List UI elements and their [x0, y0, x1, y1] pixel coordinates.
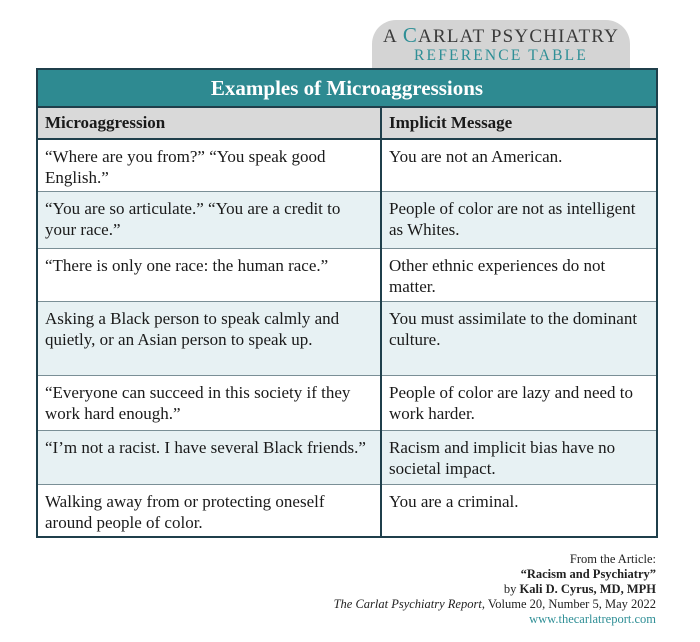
brand-tab: [372, 20, 630, 68]
table-row: [38, 191, 656, 248]
microaggression-cell: “Where are you from?” “You speak good English.”: [45, 147, 326, 187]
implicit-message-cell: You are not an American.: [381, 139, 656, 191]
microaggressions-table: [38, 108, 656, 536]
table-row: [38, 248, 656, 301]
brand-title: A CARLAT PSYCHIATRY: [382, 23, 620, 47]
column-header-implicit-message: Implicit Message: [381, 108, 656, 139]
table-row: [38, 375, 656, 430]
table-title: Examples of Microaggressions: [38, 70, 656, 108]
table-row: [38, 430, 656, 484]
implicit-message-cell: You must assimilate to the dominant culture.: [381, 301, 656, 375]
microaggression-cell: “Everyone can succeed in this society if they work hard enough.”: [38, 375, 381, 430]
citation-from: From the Article:: [569, 552, 656, 566]
brand-subtitle: REFERENCE TABLE: [414, 47, 588, 64]
microaggression-cell: “There is only one race: the human race.”: [38, 248, 381, 301]
implicit-message-cell: Racism and implicit bias have no societal impact.: [381, 430, 656, 484]
citation-article: “Racism and Psychiatry”: [520, 567, 656, 581]
microaggression-cell: Walking away from or protecting oneself around people of color.: [38, 484, 381, 536]
table-header-row: [38, 108, 656, 139]
microaggression-cell: “You are so articulate.” “You are a credit to your race.”: [38, 191, 381, 248]
column-header-microaggression: Microaggression: [38, 108, 381, 139]
table-row: [38, 484, 656, 536]
microaggression-cell: Asking a Black person to speak calmly and quietly, or an Asian person to speak up.: [38, 301, 381, 375]
implicit-message-cell: People of color are lazy and need to work harder.: [381, 375, 656, 430]
microaggression-cell: “I’m not a racist. I have several Black friends.”: [38, 430, 381, 484]
table-row: [38, 301, 656, 375]
reference-table: [36, 68, 658, 538]
citation-author: by Kali D. Cyrus, MD, MPH: [503, 582, 656, 596]
table-row: [38, 139, 656, 191]
implicit-message-cell: Other ethnic experiences do not matter.: [381, 248, 656, 301]
implicit-message-cell: You are a criminal.: [381, 484, 656, 536]
citation-footer: [334, 552, 656, 627]
implicit-message-cell: People of color are not as intelligent as Whites.: [381, 191, 656, 248]
citation-journal: The Carlat Psychiatry Report, Volume 20, Number 5, May 2022: [333, 597, 656, 611]
citation-website-link[interactable]: www.thecarlatreport.com: [529, 612, 656, 626]
